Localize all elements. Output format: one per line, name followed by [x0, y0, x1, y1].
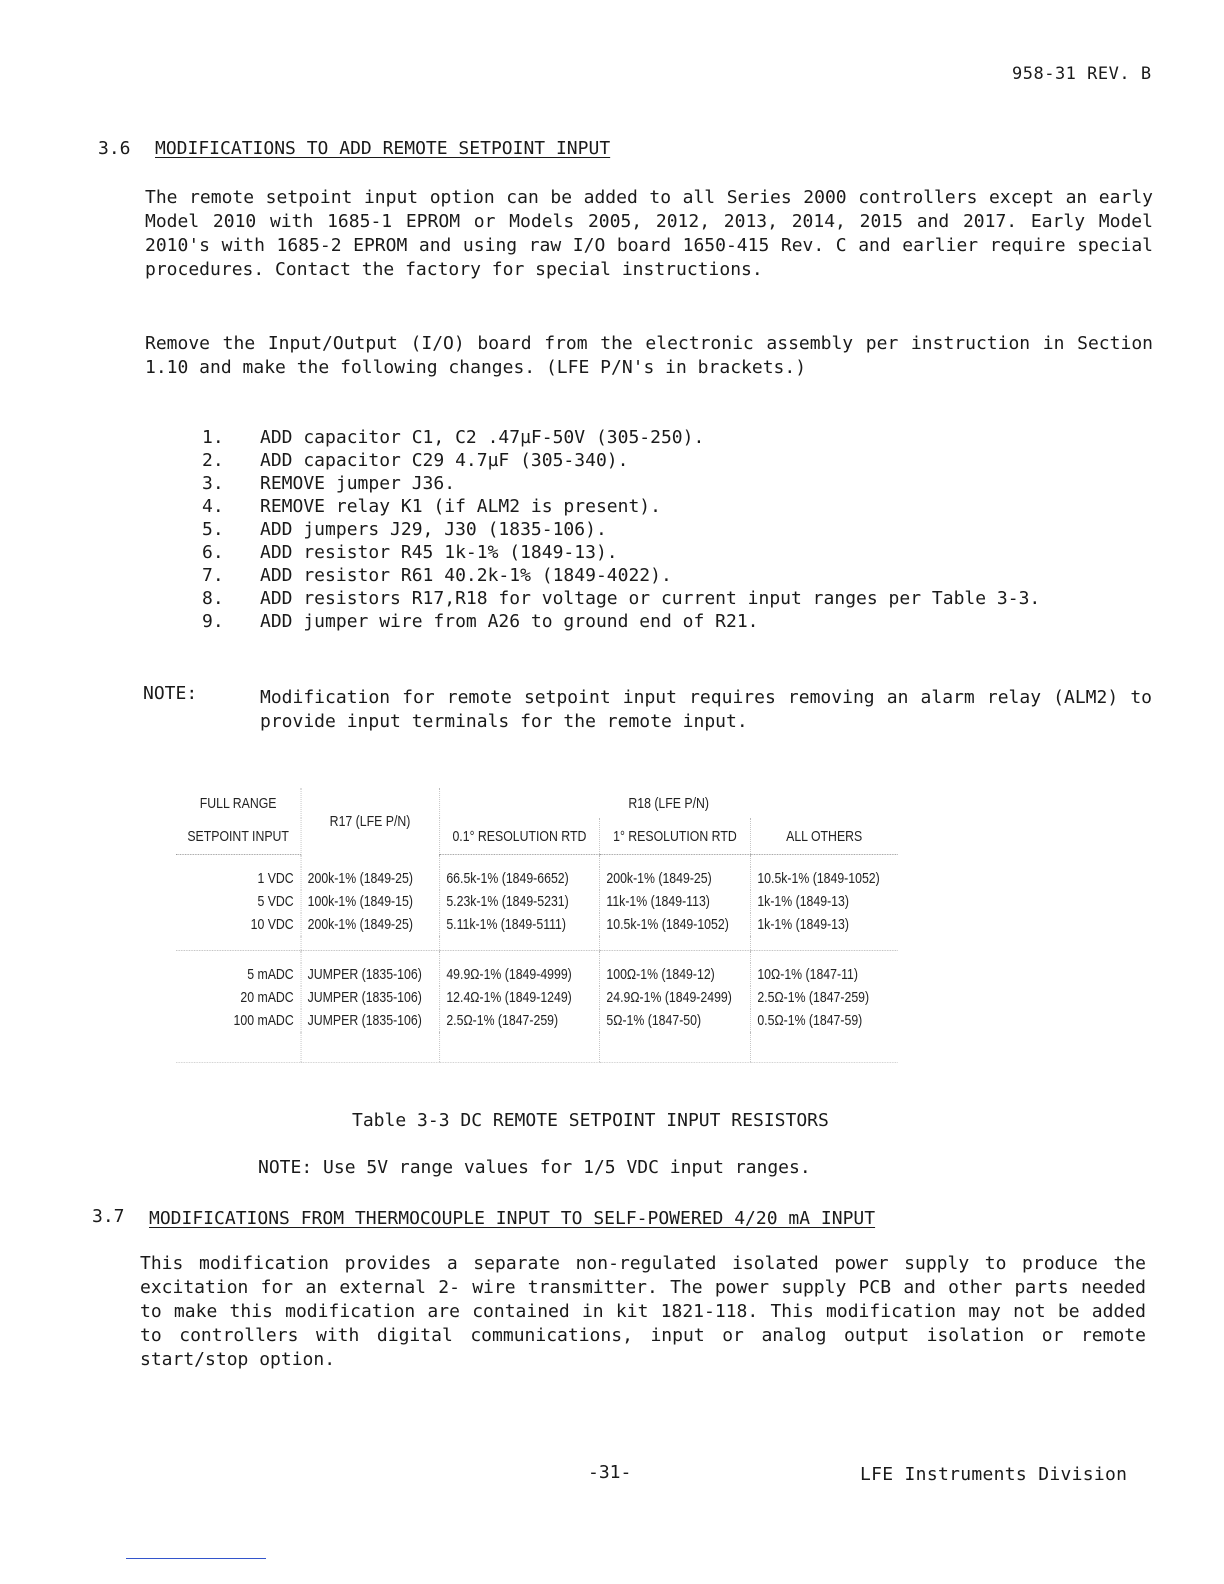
- section-3-6-number: 3.6: [98, 138, 131, 159]
- table-row: 1 VDC 200k-1% (1849-25) 66.5k-1% (1849-6652) 200k-1% (1849-25) 10.5k-1% (1849-1052): [176, 867, 898, 890]
- header-r17: R17 (LFE P/N): [301, 788, 440, 855]
- table-row: 5 mADC JUMPER (1835-106) 49.9Ω-1% (1849-4999) 100Ω-1% (1849-12) 10Ω-1% (1847-11): [176, 963, 898, 986]
- list-item: 9. ADD jumper wire from A26 to ground end of R21.: [202, 611, 759, 632]
- table-header-row: [176, 788, 898, 818]
- header-full-range: FULL RANGE: [199, 794, 277, 812]
- section-3-7-number: 3.7: [92, 1206, 125, 1227]
- list-item: 4. REMOVE relay K1 (if ALM2 is present).: [202, 496, 661, 517]
- list-item: 2. ADD capacitor C29 4.7µF (305-340).: [202, 450, 629, 471]
- table-subheader-row: [176, 818, 898, 855]
- table-row: 100 mADC JUMPER (1835-106) 2.5Ω-1% (1847-259) 5Ω-1% (1847-50) 0.5Ω-1% (1847-59): [176, 1009, 898, 1032]
- note-text: Modification for remote setpoint input requires removing an alarm relay (ALM2) to provide input terminals for the remote input.: [260, 687, 1152, 732]
- table-caption: Table 3-3 DC REMOTE SETPOINT INPUT RESISTORS: [352, 1110, 829, 1131]
- bottom-rule: [126, 1558, 266, 1559]
- note-label: NOTE:: [143, 683, 198, 704]
- header-setpoint-input: SETPOINT INPUT: [176, 818, 301, 855]
- table-row: 10 VDC 200k-1% (1849-25) 5.11k-1% (1849-5111) 10.5k-1% (1849-1052) 1k-1% (1849-13): [176, 913, 898, 936]
- section-3-6-intro-paragraph: The remote setpoint input option can be added to all Series 2000 controllers except an early Model 2010 with 1685-1 EPROM or Models 2005, 2012, 2013, 2014, 2015 and 2017. Early Model 2010's with 1685-2 EPROM and using raw I/O board 1650-415 Rev. C and earlier require special procedures. Contact the factory for special instructions.: [145, 187, 1153, 280]
- modification-steps-list: [202, 426, 1040, 633]
- list-item: 7. ADD resistor R61 40.2k-1% (1849-4022).: [202, 565, 672, 586]
- header-01-resolution-rtd: 0.1° RESOLUTION RTD: [439, 818, 599, 855]
- list-item: 8. ADD resistors R17,R18 for voltage or current input ranges per Table 3-3.: [202, 588, 1041, 609]
- section-3-6-title: MODIFICATIONS TO ADD REMOTE SETPOINT INPUT: [155, 138, 611, 159]
- page-number: -31-: [588, 1462, 632, 1483]
- header-all-others: ALL OTHERS: [750, 818, 897, 855]
- list-item: 3. REMOVE jumper J36.: [202, 473, 456, 494]
- section-3-7-title: MODIFICATIONS FROM THERMOCOUPLE INPUT TO SELF-POWERED 4/20 mA INPUT: [149, 1208, 876, 1229]
- header-r18: R18 (LFE P/N): [439, 788, 897, 818]
- table-note: NOTE: Use 5V range values for 1/5 VDC input ranges.: [258, 1157, 811, 1178]
- table-row: 20 mADC JUMPER (1835-106) 12.4Ω-1% (1849-1249) 24.9Ω-1% (1849-2499) 2.5Ω-1% (1847-259): [176, 986, 898, 1009]
- list-item: 6. ADD resistor R45 1k-1% (1849-13).: [202, 542, 618, 563]
- table-row: 5 VDC 100k-1% (1849-15) 5.23k-1% (1849-5231) 11k-1% (1849-113) 1k-1% (1849-13): [176, 890, 898, 913]
- section-3-6-instruction-paragraph: Remove the Input/Output (I/O) board from the electronic assembly per instruction in Section 1.10 and make the following changes. (LFE P/N's in brackets.): [145, 333, 1153, 378]
- document-revision: 958-31 REV. B: [1012, 64, 1152, 84]
- list-item: 5. ADD jumpers J29, J30 (1835-106).: [202, 519, 607, 540]
- list-item: 1. ADD capacitor C1, C2 .47µF-50V (305-250).: [202, 427, 705, 448]
- header-1-resolution-rtd: 1° RESOLUTION RTD: [599, 818, 750, 855]
- company-division: LFE Instruments Division: [860, 1464, 1128, 1485]
- remote-setpoint-resistor-table: [176, 788, 898, 1063]
- section-3-7-paragraph: This modification provides a separate non-regulated isolated power supply to produce the excitation for an external 2- wire transmitter. The power supply PCB and other parts needed to make this modification are contained in kit 1821-118. This modification may not be added to controllers with digital communications, input or analog output isolation or remote start/stop option.: [140, 1253, 1146, 1370]
